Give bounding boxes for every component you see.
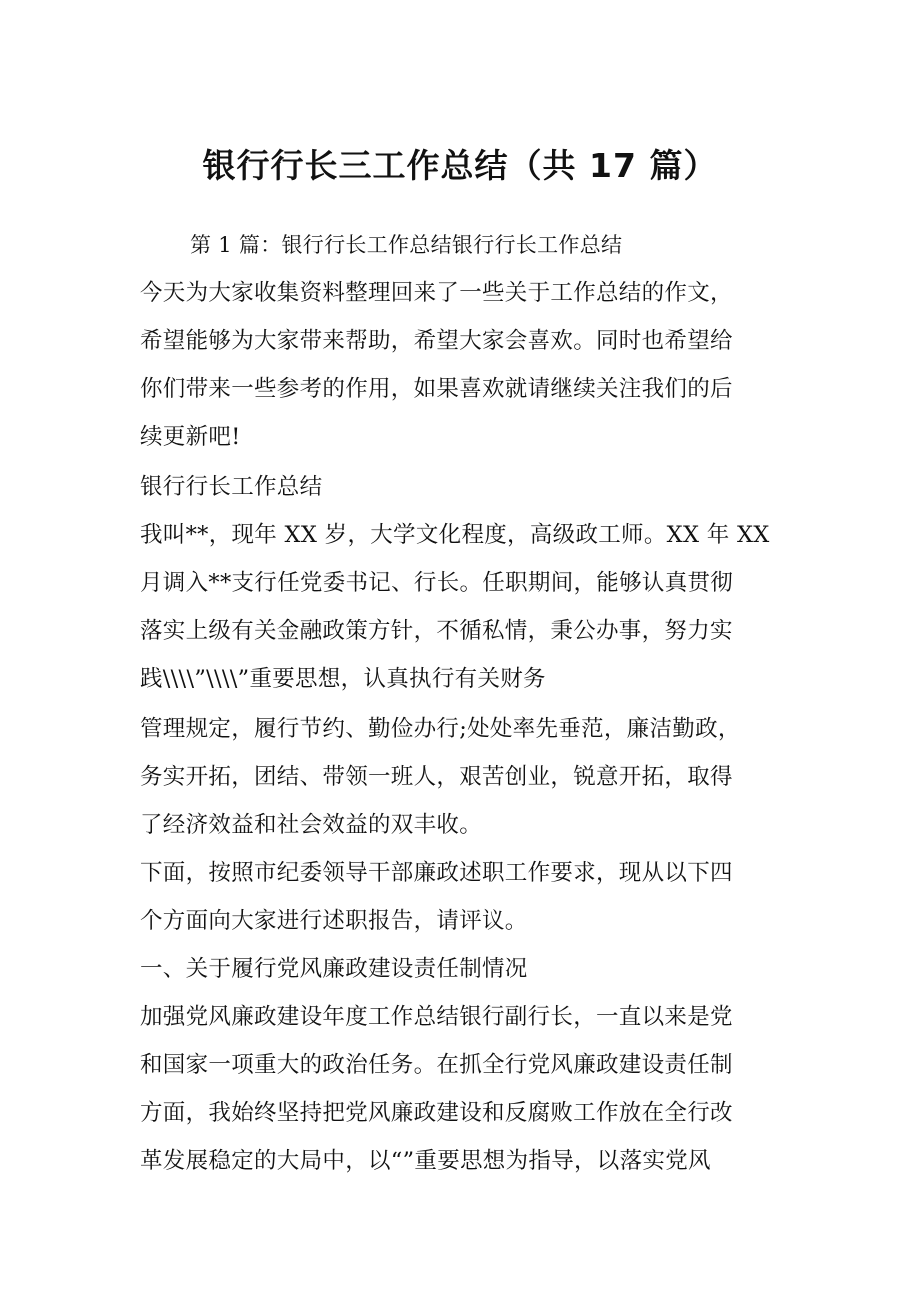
body-line: 你们带来一些参考的作用，如果喜欢就请继续关注我们的后 [140, 376, 733, 402]
body-line: 务实开拓，团结、带领一班人，艰苦创业，锐意开拓，取得 [140, 764, 733, 790]
body-line: 了经济效益和社会效益的双丰收。 [140, 812, 483, 838]
section-heading: 一、关于履行党风廉政建设责任制情况 [140, 956, 528, 982]
body-line: 希望能够为大家带来帮助，希望大家会喜欢。同时也希望给 [140, 328, 733, 354]
document-title: 银行行长三工作总结（共 17 篇） [202, 146, 718, 185]
body-line: 下面，按照市纪委领导干部廉政述职工作要求，现从以下四 [140, 860, 733, 886]
body-line: 个方面向大家进行述职报告，请评议。 [140, 908, 528, 934]
body-line: 今天为大家收集资料整理回来了一些关于工作总结的作文， [140, 280, 733, 306]
body-line: 落实上级有关金融政策方针，不循私情，秉公办事，努力实 [140, 618, 733, 644]
chapter-heading: 第 1 篇：银行行长工作总结银行行长工作总结 [190, 233, 623, 257]
body-line: 续更新吧! [140, 424, 241, 450]
body-line: 革发展稳定的大局中，以“”重要思想为指导，以落实党风 [140, 1148, 711, 1174]
section-heading: 银行行长工作总结 [140, 474, 323, 500]
body-line: 我叫**，现年 XX 岁，大学文化程度，高级政工师。XX 年 XX [140, 522, 770, 548]
body-line: 月调入**支行任党委书记、行长。任职期间，能够认真贯彻 [140, 570, 734, 596]
body-line: 管理规定，履行节约、勤俭办行;处处率先垂范，廉洁勤政， [140, 716, 741, 742]
body-line: 和国家一项重大的政治任务。在抓全行党风廉政建设责任制 [140, 1052, 733, 1078]
body-line: 加强党风廉政建设年度工作总结银行副行长，一直以来是党 [140, 1004, 733, 1030]
body-line: 践\\\\”\\\\”重要思想，认真执行有关财务 [140, 666, 546, 692]
body-line: 方面，我始终坚持把党风廉政建设和反腐败工作放在全行改 [140, 1100, 733, 1126]
